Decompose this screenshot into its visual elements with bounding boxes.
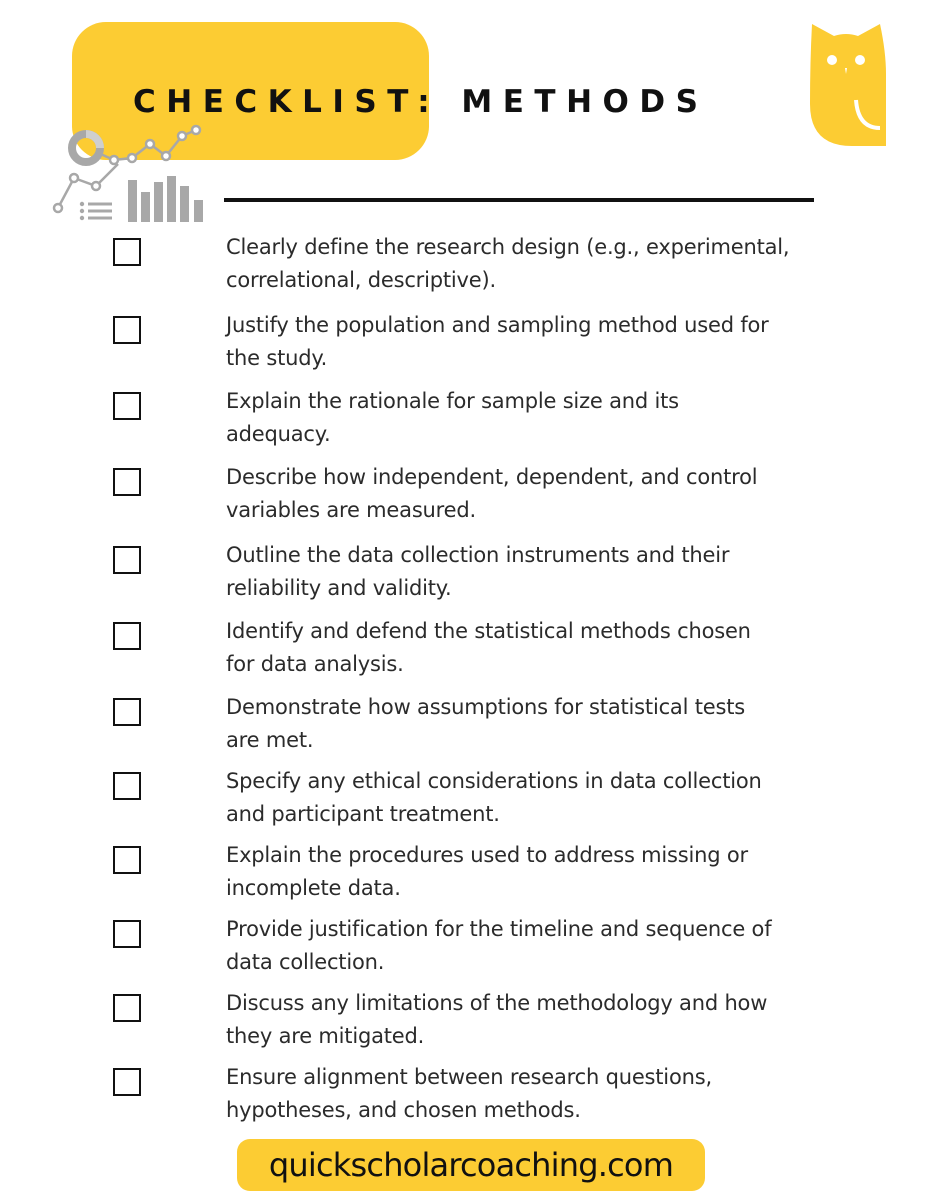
checklist-item xyxy=(0,991,927,1064)
checklist-item-line: incomplete data. xyxy=(226,876,401,900)
checkbox[interactable] xyxy=(113,316,141,344)
checklist-item-line: and participant treatment. xyxy=(226,802,500,826)
checkbox[interactable] xyxy=(113,622,141,650)
checkbox[interactable] xyxy=(113,846,141,874)
checklist-item-line: the study. xyxy=(226,346,328,370)
checklist-item-line: Provide justification for the timeline and sequence of xyxy=(226,917,772,941)
checklist-item-line: Explain the rationale for sample size and its xyxy=(226,389,679,413)
checklist-item-line: Discuss any limitations of the methodology and how xyxy=(226,991,768,1015)
checklist-item-text xyxy=(226,839,826,905)
checklist-item-line: variables are measured. xyxy=(226,498,476,522)
checklist-item xyxy=(0,843,927,916)
checklist-item-text xyxy=(226,385,826,451)
checkbox[interactable] xyxy=(113,1068,141,1096)
checklist-item xyxy=(0,389,927,462)
checklist-item-text xyxy=(226,987,826,1053)
checklist-item-line: hypotheses, and chosen methods. xyxy=(226,1098,581,1122)
checklist-item-text xyxy=(226,913,826,979)
checkbox[interactable] xyxy=(113,698,141,726)
checklist-item-line: Clearly define the research design (e.g., experimental, xyxy=(226,235,790,259)
checklist-item-line: Identify and defend the statistical methods chosen xyxy=(226,619,751,643)
checklist-item-text xyxy=(226,1061,826,1127)
checkbox[interactable] xyxy=(113,468,141,496)
checklist-item-line: they are mitigated. xyxy=(226,1024,425,1048)
checklist-item xyxy=(0,619,927,692)
checklist-item xyxy=(0,313,927,386)
checklist-item xyxy=(0,465,927,538)
checkbox[interactable] xyxy=(113,546,141,574)
checklist-item xyxy=(0,543,927,616)
checklist-item-text xyxy=(226,231,826,297)
checkbox[interactable] xyxy=(113,772,141,800)
checklist-item-text xyxy=(226,615,826,681)
checklist-item-text xyxy=(226,461,826,527)
checklist-item-line: are met. xyxy=(226,728,314,752)
page-title: CHECKLIST: METHODS xyxy=(133,84,709,120)
checklist-item xyxy=(0,695,927,768)
checklist-item-line: reliability and validity. xyxy=(226,576,452,600)
checklist-item-text xyxy=(226,309,826,375)
checklist-item-line: Demonstrate how assumptions for statistical tests xyxy=(226,695,745,719)
checklist-item-line: Explain the procedures used to address missing or xyxy=(226,843,748,867)
checklist-item xyxy=(0,235,927,308)
checklist-item-line: for data analysis. xyxy=(226,652,404,676)
checklist-item-line: data collection. xyxy=(226,950,385,974)
checklist-item-text xyxy=(226,765,826,831)
checklist-item-text xyxy=(226,539,826,605)
checklist-item-line: Describe how independent, dependent, and control xyxy=(226,465,758,489)
website-link[interactable]: quickscholarcoaching.com xyxy=(268,1146,674,1184)
checklist-item-line: Outline the data collection instruments and their xyxy=(226,543,730,567)
footer-banner xyxy=(237,1139,705,1191)
checklist-item-line: correlational, descriptive). xyxy=(226,268,496,292)
checklist-item-line: Justify the population and sampling method used for xyxy=(226,313,769,337)
checkbox[interactable] xyxy=(113,238,141,266)
checklist-item-line: Specify any ethical considerations in data collection xyxy=(226,769,762,793)
checklist-item xyxy=(0,917,927,990)
checklist-item xyxy=(0,1065,927,1138)
checklist-item-text xyxy=(226,691,826,757)
checkbox[interactable] xyxy=(113,920,141,948)
checkbox[interactable] xyxy=(113,994,141,1022)
checklist-item-line: Ensure alignment between research questions, xyxy=(226,1065,712,1089)
checklist-item-line: adequacy. xyxy=(226,422,331,446)
checkbox[interactable] xyxy=(113,392,141,420)
checklist-item xyxy=(0,769,927,842)
